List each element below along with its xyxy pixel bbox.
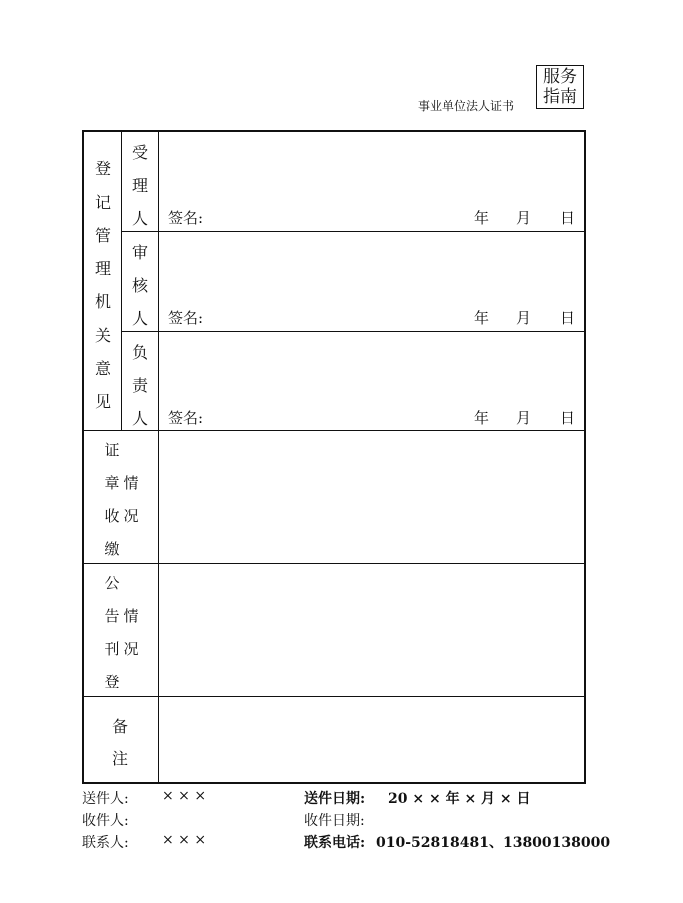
- phone-value: [376, 832, 610, 852]
- contact-value: × × ×: [162, 832, 207, 848]
- remark-char: 注: [111, 749, 128, 768]
- cert-char: 况: [123, 507, 139, 525]
- signature-field[interactable]: 签名:: [168, 309, 204, 327]
- opinion-char: 管: [94, 226, 111, 245]
- receive-date-label: 收件日期:: [304, 813, 365, 829]
- phone-label: [304, 832, 365, 852]
- opinion-char: 理: [94, 259, 111, 278]
- month-label: 月: [516, 309, 532, 327]
- send-date-label: [304, 788, 365, 808]
- opinion-char: 意: [94, 359, 111, 378]
- divider-row-5: [84, 696, 586, 697]
- send-date-label-text: 送件日期:: [304, 791, 366, 807]
- form-table: [82, 130, 586, 784]
- cert-char: 章: [104, 474, 120, 492]
- receiver-label: 收件人:: [82, 813, 129, 829]
- phone-label-text: 联系电话:: [304, 835, 366, 851]
- notice-char: 刊: [104, 640, 120, 658]
- contact-label: 联系人:: [82, 835, 129, 851]
- document-subtitle: 事业单位法人证书: [418, 99, 515, 113]
- opinion-char: 登: [94, 159, 111, 178]
- cert-char: 缴: [104, 540, 120, 558]
- divider-row-2: [121, 331, 586, 332]
- cert-char: 证: [104, 441, 120, 459]
- phone-value-text: 010-52818481、13800138000: [376, 835, 611, 851]
- notice-char: 告: [104, 607, 120, 625]
- opinion-char: 机: [94, 292, 111, 311]
- divider-row-4: [84, 563, 586, 564]
- month-label: 月: [516, 209, 532, 227]
- divider-col-2: [158, 132, 159, 782]
- notice-char: 情: [123, 607, 139, 625]
- reviewer-label-char: 核: [131, 276, 148, 295]
- divider-row-1: [121, 231, 586, 232]
- signature-field[interactable]: 签名:: [168, 209, 204, 227]
- reviewer-label-char: 人: [131, 309, 148, 328]
- responsible-label-char: 责: [131, 376, 148, 395]
- divider-col-1: [121, 132, 122, 430]
- receiver-label-char: 理: [131, 176, 148, 195]
- cert-char: 情: [123, 474, 139, 492]
- send-date-value: [388, 788, 531, 808]
- reviewer-label-char: 审: [131, 243, 148, 262]
- receiver-label-char: 受: [131, 143, 148, 162]
- month-label: 月: [516, 409, 532, 427]
- year-label: 年: [474, 409, 490, 427]
- signature-field[interactable]: 签名:: [168, 409, 204, 427]
- opinion-char: 关: [94, 326, 111, 345]
- badge-line-2: 指南: [543, 87, 577, 107]
- day-label: 日: [560, 409, 576, 427]
- notice-char: 公: [104, 574, 120, 592]
- notice-char: 登: [104, 673, 120, 691]
- opinion-char: 见: [94, 392, 111, 411]
- day-label: 日: [560, 209, 576, 227]
- cert-char: 收: [104, 507, 120, 525]
- remark-char: 备: [111, 717, 128, 736]
- service-guide-badge: [536, 65, 584, 109]
- year-label: 年: [474, 309, 490, 327]
- opinion-char: 记: [94, 193, 111, 212]
- send-date-value-text: 20 × × 年 × 月 × 日: [388, 791, 531, 807]
- responsible-label-char: 人: [131, 409, 148, 428]
- sender-value: × × ×: [162, 788, 207, 804]
- day-label: 日: [560, 309, 576, 327]
- responsible-label-char: 负: [131, 343, 148, 362]
- receiver-label-char: 人: [131, 209, 148, 228]
- sender-label: 送件人:: [82, 791, 129, 807]
- year-label: 年: [474, 209, 490, 227]
- divider-row-3: [84, 430, 586, 431]
- notice-char: 况: [123, 640, 139, 658]
- badge-line-1: 服务: [543, 67, 577, 87]
